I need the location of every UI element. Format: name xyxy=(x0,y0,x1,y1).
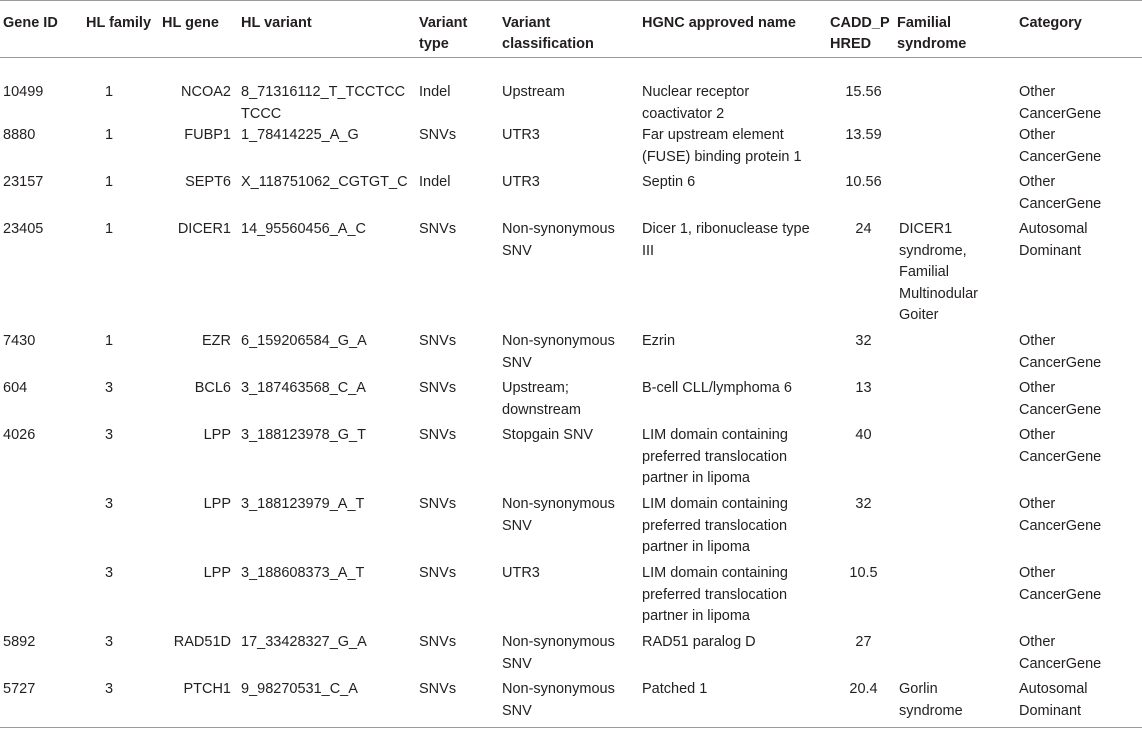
header-gene-id: Gene ID xyxy=(0,1,86,58)
cell-familial-syndrome xyxy=(897,494,1019,563)
cell-hl-family: 3 xyxy=(104,565,114,581)
table-row xyxy=(0,125,1142,172)
cell-hgnc-name: LIM domain containing preferred translocation partner in lipoma xyxy=(642,496,788,555)
cell-hl-family: 3 xyxy=(86,679,162,727)
cell-familial-syndrome xyxy=(897,58,1019,126)
cell-variant-classification: Stopgain SNV xyxy=(502,427,594,443)
cell-gene-id: 4026 xyxy=(3,427,36,443)
cell-category: Other CancerGene xyxy=(1019,427,1102,465)
cell-cadd-phred: 13 xyxy=(855,380,872,396)
cell-familial-syndrome: Gorlin syndrome xyxy=(897,679,1019,727)
cell-variant-type: SNVs xyxy=(419,634,457,650)
table-row xyxy=(0,58,1142,126)
cell-hl-variant: 6_159206584_G_A xyxy=(241,333,367,349)
header-variant-type: Variant type xyxy=(419,1,502,58)
cell-gene-id: 23157 xyxy=(3,174,44,190)
cell-hl-gene: LPP xyxy=(203,565,231,581)
cell-hl-gene: LPP xyxy=(203,427,231,443)
cell-cadd-phred: 32 xyxy=(855,333,872,349)
cell-variant-classification: Non-synonymous SNV xyxy=(502,634,615,672)
cell-hl-variant: 3_188608373_A_T xyxy=(241,565,365,581)
table-row xyxy=(0,679,1142,727)
cell-hl-variant: 3_188123978_G_T xyxy=(241,427,366,443)
cell-variant-type: SNVs xyxy=(419,380,457,396)
cell-variant-type: SNVs xyxy=(419,496,457,512)
cell-hl-family: 3 xyxy=(104,380,114,396)
cell-hl-variant: 9_98270531_C_A xyxy=(235,679,419,727)
cell-variant-type: SNVs xyxy=(419,427,457,443)
cell-gene-id xyxy=(0,563,86,632)
header-category: Category xyxy=(1019,1,1142,58)
header-hl-gene: HL gene xyxy=(162,1,235,58)
cell-familial-syndrome xyxy=(897,563,1019,632)
cell-hgnc-name: Septin 6 xyxy=(642,174,696,190)
cell-hl-gene: DICER1 xyxy=(177,221,231,237)
cell-category: Other CancerGene xyxy=(1019,496,1102,534)
cell-category: Other CancerGene xyxy=(1019,333,1102,371)
header-variant-classification: Variant classification xyxy=(502,1,642,58)
cell-variant-type: SNVs xyxy=(419,565,457,581)
cell-hl-variant: 17_33428327_G_A xyxy=(241,634,367,650)
cell-hl-variant: X_118751062_CGTGT_C xyxy=(241,174,408,190)
cell-cadd-phred: 27 xyxy=(855,634,872,650)
cell-variant-type: SNVs xyxy=(419,679,502,727)
cell-hl-family: 1 xyxy=(104,221,114,237)
cell-hgnc-name: LIM domain containing preferred translocation partner in lipoma xyxy=(642,565,788,624)
cell-cadd-phred: 40 xyxy=(855,427,872,443)
table-row xyxy=(0,632,1142,679)
cell-gene-id: 5892 xyxy=(3,634,36,650)
cell-gene-id: 23405 xyxy=(3,221,44,237)
cell-hl-family: 1 xyxy=(104,174,114,190)
cell-hl-gene: BCL6 xyxy=(194,380,231,396)
header-familial-syndrome: Familial syndrome xyxy=(897,1,1019,58)
cell-variant-classification: Upstream; downstream xyxy=(502,380,581,418)
cell-cadd-phred: 10.56 xyxy=(845,174,882,190)
cell-hl-variant: 3_187463568_C_A xyxy=(241,380,366,396)
cell-cadd-phred: 24 xyxy=(855,221,872,237)
cell-familial-syndrome xyxy=(897,172,1019,219)
cell-familial-syndrome xyxy=(897,331,1019,378)
cell-variant-classification: UTR3 xyxy=(502,174,540,190)
cell-hl-family: 1 xyxy=(104,127,114,143)
table-row xyxy=(0,378,1142,425)
cell-hl-gene: RAD51D xyxy=(173,634,231,650)
cell-hgnc-name: RAD51 paralog D xyxy=(642,634,756,650)
cell-cadd-phred: 10.5 xyxy=(849,565,878,581)
cell-hl-gene: NCOA2 xyxy=(181,84,231,100)
cell-variant-classification: Non-synonymous SNV xyxy=(502,679,642,727)
cell-variant-classification: Non-synonymous SNV xyxy=(502,221,615,259)
cell-hl-family: 3 xyxy=(104,427,114,443)
cell-hgnc-name: LIM domain containing preferred translocation partner in lipoma xyxy=(642,427,788,486)
header-row xyxy=(0,1,1142,58)
header-hgnc-name: HGNC approved name xyxy=(642,1,830,58)
cell-hl-family: 1 xyxy=(104,333,114,349)
table-row xyxy=(0,563,1142,632)
header-hl-family: HL family xyxy=(86,1,162,58)
cell-familial-syndrome xyxy=(897,125,1019,172)
cell-gene-id: 10499 xyxy=(3,84,44,100)
cell-category: Other CancerGene xyxy=(1019,127,1102,165)
header-hl-variant: HL variant xyxy=(235,1,419,58)
cell-variant-type: SNVs xyxy=(419,333,457,349)
cell-hgnc-name: Far upstream element (FUSE) binding protein 1 xyxy=(642,127,802,165)
cell-gene-id: 5727 xyxy=(0,679,86,727)
cell-hl-variant: 14_95560456_A_C xyxy=(241,221,366,237)
cell-category: Other CancerGene xyxy=(1019,84,1102,122)
cell-category: Other CancerGene xyxy=(1019,380,1102,418)
cell-category: Autosomal Dominant xyxy=(1019,221,1088,259)
cell-hl-gene: FUBP1 xyxy=(184,127,231,143)
cell-hl-variant: 1_78414225_A_G xyxy=(241,127,359,143)
cell-gene-id: 8880 xyxy=(3,127,36,143)
cell-hgnc-name: B-cell CLL/lymphoma 6 xyxy=(642,380,792,396)
cell-hl-variant: 8_71316112_T_TCCTCCTCCC xyxy=(241,84,406,122)
cell-cadd-phred: 20.4 xyxy=(830,679,897,727)
cell-category: Other CancerGene xyxy=(1019,634,1102,672)
table-row xyxy=(0,219,1142,331)
cell-hl-gene: LPP xyxy=(203,496,231,512)
cell-variant-type: Indel xyxy=(419,174,451,190)
cell-hl-gene: SEPT6 xyxy=(185,174,231,190)
cell-variant-classification: Upstream xyxy=(502,84,565,100)
cell-variant-classification: Non-synonymous SNV xyxy=(502,333,615,371)
cell-hl-gene: EZR xyxy=(202,333,231,349)
cell-variant-type: SNVs xyxy=(419,221,457,237)
table-row xyxy=(0,425,1142,494)
cell-familial-syndrome xyxy=(897,632,1019,679)
header-cadd-phred: CADD_PHRED xyxy=(830,1,897,58)
cell-hl-variant: 3_188123979_A_T xyxy=(241,496,365,512)
cell-cadd-phred: 13.59 xyxy=(845,127,882,143)
table-row xyxy=(0,331,1142,378)
cell-gene-id: 7430 xyxy=(3,333,36,349)
cell-hgnc-name: Ezrin xyxy=(642,333,676,349)
cell-cadd-phred: 32 xyxy=(855,496,872,512)
cell-hgnc-name: Nuclear receptor coactivator 2 xyxy=(642,84,750,122)
cell-hl-family: 1 xyxy=(104,84,114,100)
cell-category: Other CancerGene xyxy=(1019,565,1102,603)
cell-gene-id: 604 xyxy=(3,380,28,396)
cell-familial-syndrome xyxy=(897,378,1019,425)
cell-hgnc-name: Dicer 1, ribonuclease type III xyxy=(642,221,810,259)
cell-cadd-phred: 15.56 xyxy=(845,84,882,100)
cell-hl-family: 3 xyxy=(104,634,114,650)
table-row xyxy=(0,172,1142,219)
cell-category: Autosomal Dominant xyxy=(1019,679,1142,727)
cell-hgnc-name: Patched 1 xyxy=(642,679,830,727)
cell-hl-family: 3 xyxy=(104,496,114,512)
table-row xyxy=(0,494,1142,563)
cell-variant-classification: Non-synonymous SNV xyxy=(502,496,615,534)
cell-variant-type: Indel xyxy=(419,84,451,100)
cell-hl-gene: PTCH1 xyxy=(162,679,235,727)
cell-variant-classification: UTR3 xyxy=(502,127,540,143)
cell-category: Other CancerGene xyxy=(1019,174,1102,212)
cell-familial-syndrome xyxy=(897,425,1019,494)
cell-familial-syndrome: DICER1 syndrome, Familial Multinodular Goiter xyxy=(899,221,978,323)
cell-variant-type: SNVs xyxy=(419,127,457,143)
cell-gene-id xyxy=(0,494,86,563)
cell-variant-classification: UTR3 xyxy=(502,565,540,581)
